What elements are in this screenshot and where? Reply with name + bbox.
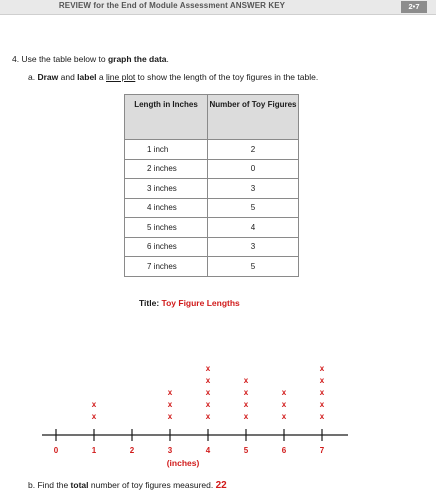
tick-label: 5 (243, 446, 249, 455)
table-header-row (125, 95, 299, 140)
plot-mark: x (205, 364, 211, 373)
plot-mark: x (281, 400, 287, 409)
part-a-prompt (28, 72, 318, 82)
count-cell: 3 (208, 179, 299, 199)
plot-mark: x (205, 412, 211, 421)
line-plot (0, 350, 436, 472)
table-row (125, 179, 299, 199)
prompt-text: Use the table below to (21, 54, 108, 64)
part-a-label: a. (28, 72, 36, 82)
length-cell: 6 inches (125, 237, 208, 257)
plot-mark: x (281, 388, 287, 397)
question-number: 4. (12, 54, 20, 64)
x-axis-label: (inches) (166, 458, 200, 468)
plot-mark: x (243, 412, 249, 421)
draw-word: Draw (37, 72, 59, 82)
plot-mark: x (91, 412, 97, 421)
part-b-answer: 22 (215, 480, 227, 491)
count-cell: 5 (208, 198, 299, 218)
plot-mark: x (319, 400, 325, 409)
plot-title-value: Toy Figure Lengths (161, 298, 240, 308)
column-header-length: Length in Inches (125, 95, 208, 140)
length-cell: 5 inches (125, 218, 208, 238)
table-row (125, 159, 299, 179)
part-b-label: b. (28, 480, 36, 490)
length-cell: 3 inches (125, 179, 208, 199)
table-row (125, 237, 299, 257)
header-title: REVIEW for the End of Module Assessment ANSWER KEY (58, 1, 286, 10)
plot-title-label: Title: (139, 298, 160, 308)
tick-label: 0 (53, 446, 59, 455)
data-table (124, 94, 299, 277)
and-word: and (58, 72, 78, 82)
plot-mark: x (205, 376, 211, 385)
length-cell: 2 inches (125, 159, 208, 179)
tick-label: 6 (281, 446, 287, 455)
plot-mark: x (167, 400, 173, 409)
plot-mark: x (319, 388, 325, 397)
count-cell: 3 (208, 237, 299, 257)
plot-mark: x (205, 400, 211, 409)
length-cell: 1 inch (125, 140, 208, 160)
part-b-rest: number of toy figures measured. (88, 480, 214, 490)
table-row (125, 257, 299, 277)
prompt-end: . (166, 54, 169, 64)
prompt-bold: graph the data (107, 54, 167, 64)
plot-mark: x (167, 412, 173, 421)
plot-mark: x (167, 388, 173, 397)
tick-label: 3 (167, 446, 173, 455)
table-row (125, 140, 299, 160)
plot-mark: x (243, 388, 249, 397)
line-plot-term: line plot (106, 72, 136, 82)
count-cell: 4 (208, 218, 299, 238)
count-cell: 5 (208, 257, 299, 277)
part-b-text: Find the (37, 480, 71, 490)
plot-mark: x (243, 400, 249, 409)
module-badge: 2•7 (401, 1, 427, 13)
plot-mark: x (319, 412, 325, 421)
part-a-rest: to show the length of the toy figures in the table. (135, 72, 319, 82)
length-cell: 7 inches (125, 257, 208, 277)
part-b-bold: total (70, 480, 89, 490)
plot-mark: x (281, 412, 287, 421)
tick-label: 2 (129, 446, 135, 455)
plot-mark: x (91, 400, 97, 409)
count-cell: 0 (208, 159, 299, 179)
table-row (125, 198, 299, 218)
table-row (125, 218, 299, 238)
a-word: a (96, 72, 106, 82)
plot-title-line (139, 298, 240, 308)
plot-mark: x (205, 388, 211, 397)
plot-mark: x (319, 376, 325, 385)
tick-label: 4 (205, 446, 211, 455)
plot-mark: x (319, 364, 325, 373)
tick-label: 1 (91, 446, 97, 455)
part-b-prompt (28, 480, 227, 491)
count-cell: 2 (208, 140, 299, 160)
column-header-count: Number of Toy Figures (208, 95, 299, 140)
header-bar (0, 0, 436, 15)
tick-label: 7 (319, 446, 325, 455)
question-4-prompt (12, 54, 169, 64)
plot-mark: x (243, 376, 249, 385)
length-cell: 4 inches (125, 198, 208, 218)
label-word: label (77, 72, 97, 82)
